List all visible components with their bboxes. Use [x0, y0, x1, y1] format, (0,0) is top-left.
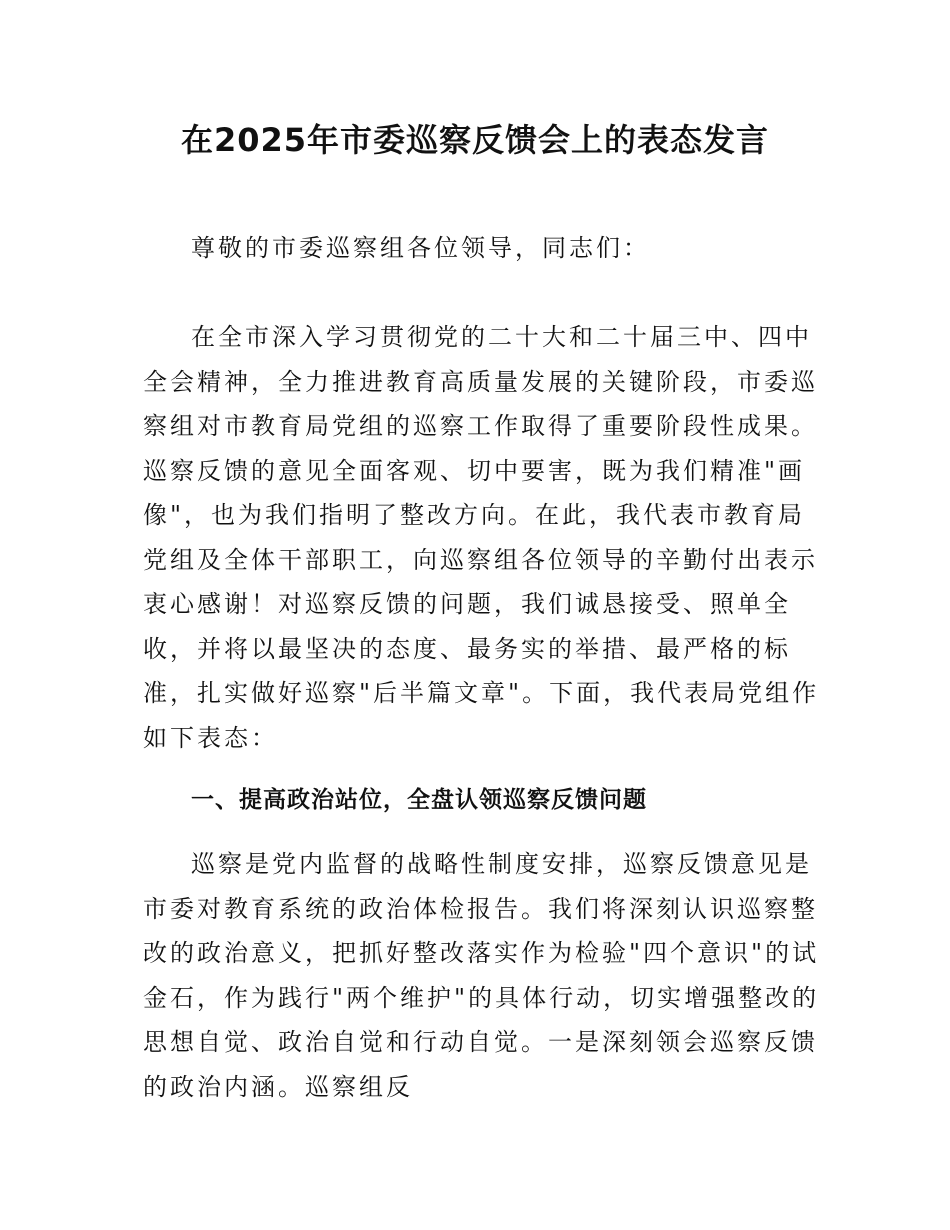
paragraph-1 — [143, 315, 825, 760]
section-heading-1: 一、提高政治站位，全盘认领巡察反馈问题 — [191, 787, 647, 813]
salutation — [143, 226, 825, 271]
paragraph-2 — [143, 842, 825, 1109]
paragraph-1-text: 在全市深入学习贯彻党的二十大和二十届三中、四中全会精神，全力推进教育高质量发展的关键阶段，市委巡察组对市教育局党组的巡察工作取得了重要阶段性成果。巡察反馈的意见全面客观、切中要害，既为我们精准"画像"，也为我们指明了整改方向。在此，我代表市教育局党组及全体干部职工，向巡察组各位领导的辛勤付出表示衷心感谢！对巡察反馈的问题，我们诚恳接受、照单全收，并将以最坚决的态度、最务实的举措、最严格的标准，扎实做好巡察"后半篇文章"。下面，我代表局党组作如下表态： — [143, 323, 820, 752]
salutation-text: 尊敬的市委巡察组各位领导，同志们： — [191, 234, 650, 262]
document-title: 在2025年市委巡察反馈会上的表态发言 — [180, 121, 770, 159]
paragraph-2-text: 巡察是党内监督的战略性制度安排，巡察反馈意见是市委对教育系统的政治体检报告。我们将深刻认识巡察整改的政治意义，把抓好整改落实作为检验"四个意识"的试金石，作为践行"两个维护"的具体行动，切实增强整改的思想自觉、政治自觉和行动自觉。一是深刻领会巡察反馈的政治内涵。巡察组反 — [143, 850, 820, 1101]
